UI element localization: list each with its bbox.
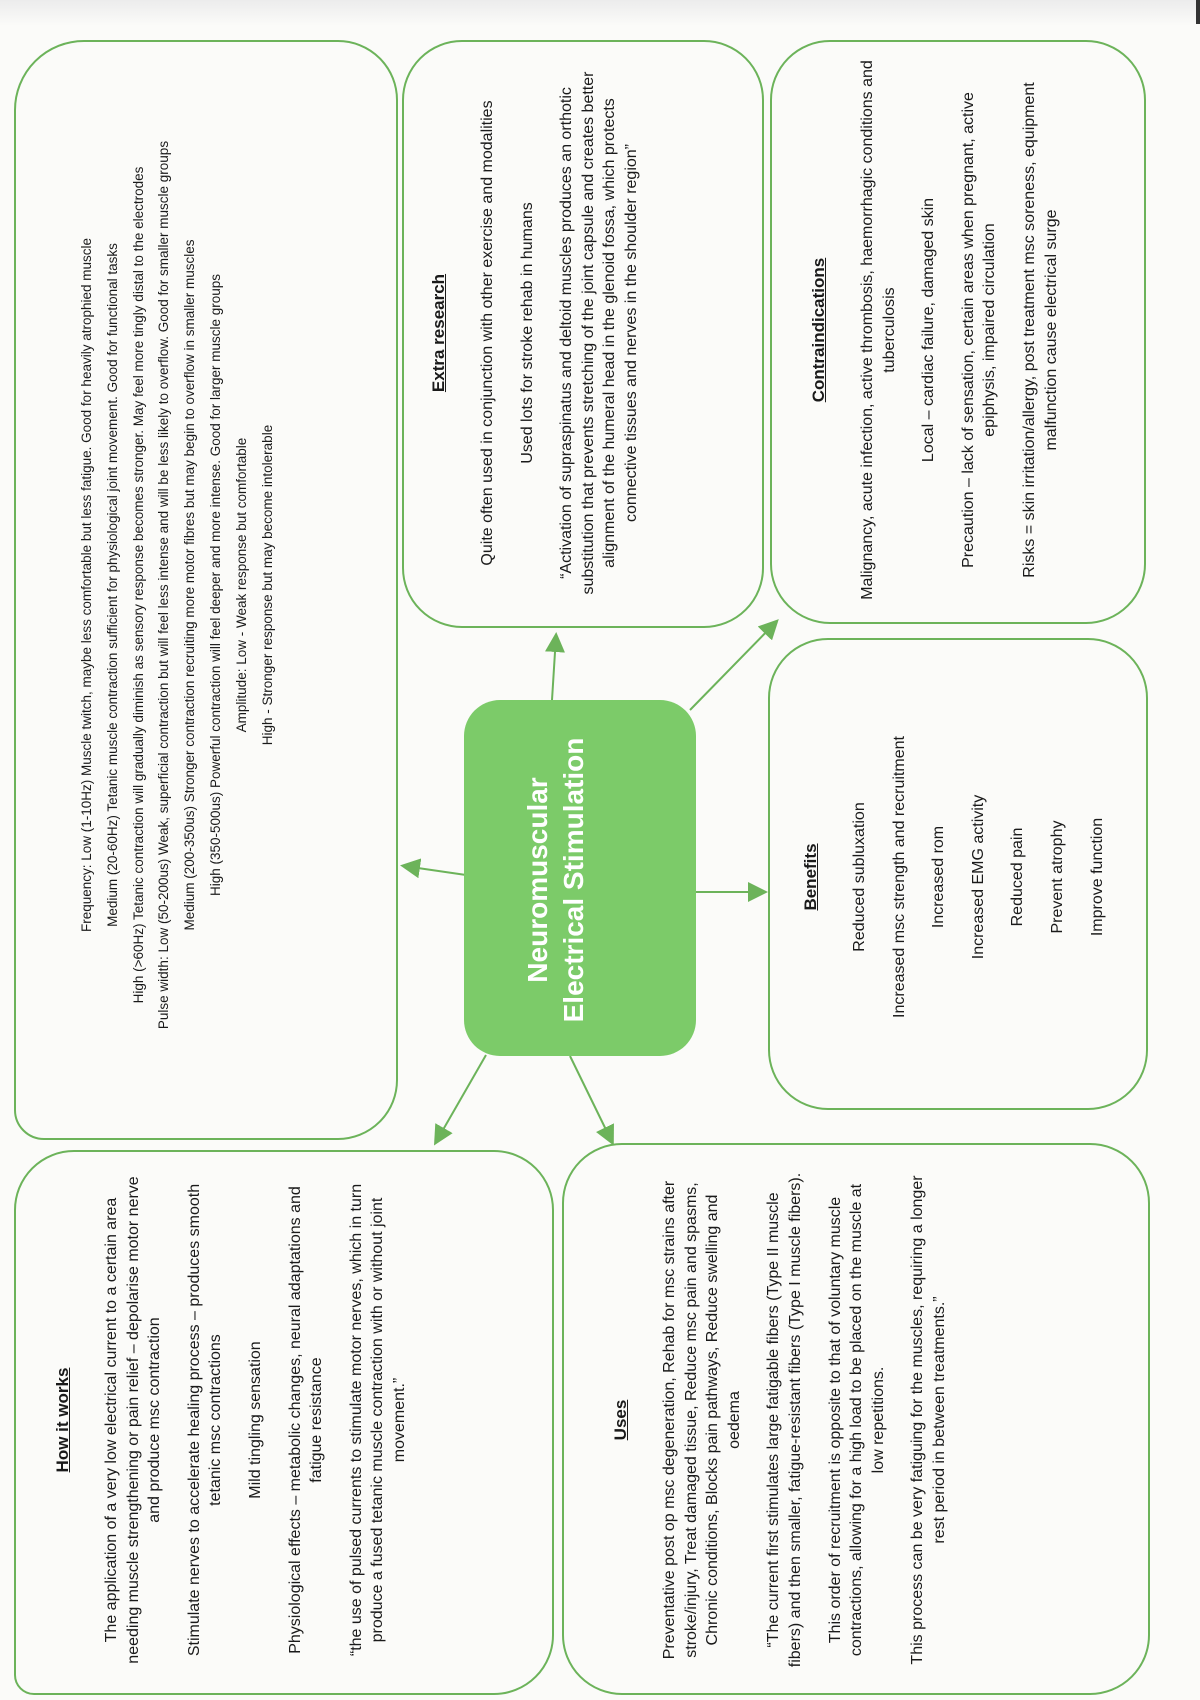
benefit-item: Increased EMG activity bbox=[969, 794, 987, 960]
how-it-works-point-2: Stimulate nerves to accelerate healing process – produces smooth tetanic msc contractions bbox=[185, 1183, 225, 1657]
amplitude-low: Amplitude: Low - Weak response but comfortable bbox=[233, 437, 249, 733]
pulse-width-high: High (350-500us) Powerful contraction will feel deeper and more intense. Good for larger muscle groups bbox=[208, 273, 224, 897]
benefit-item: Reduced subluxation bbox=[850, 802, 868, 952]
extra-research-quote: “Activation of supraspinatus and deltoid muscles produces an orthotic substitution that prevents stretching of the joint capsule and creates better alignment of the humeral head in the glenoid fossa, which protects connective tissues and nerves in the shoulder region” bbox=[558, 71, 640, 595]
central-topic-line2: Electrical Stimulation bbox=[558, 737, 590, 1023]
pulse-width-low: Pulse width: Low (50-200us) Weak, superficial contraction but will feel less intense and will be less likely to overflow. Good for smaller muscle groups bbox=[156, 140, 172, 1030]
contraindication-1: Malignancy, acute infection, active thrombosis, haemorrhagic conditions and tuberculosis bbox=[858, 60, 898, 600]
central-topic-title bbox=[520, 720, 593, 1040]
extra-research-point-2: Used lots for stroke rehab in humans bbox=[518, 202, 536, 464]
extra-research-text bbox=[428, 58, 748, 608]
parameters-text bbox=[78, 60, 378, 1110]
benefit-item: Increased rom bbox=[930, 825, 948, 929]
uses-point-1: Preventative post op msc degeneration, Rehab for msc strains after stroke/injury, Treat damaged tissue, Reduce msc pain and spasms, Chronic conditions, Blocks pain pathways, Reduce swelling and oedema bbox=[660, 1180, 743, 1660]
how-it-works-point-3: Mild tingling sensation bbox=[246, 1341, 264, 1499]
uses-point-2: “The current first stimulates large fatigable fibers (Type II muscle fibers) and then smaller, fatigue-resistant fibers (Type I muscle fibers). bbox=[765, 1172, 804, 1668]
benefits-text bbox=[800, 672, 1120, 1082]
benefit-item: Improve function bbox=[1088, 817, 1106, 937]
uses-heading: Uses bbox=[611, 1399, 630, 1441]
contraindications-heading: Contraindications bbox=[809, 257, 828, 403]
frequency-low: Frequency: Low (1-10Hz) Muscle twitch, maybe less comfortable but less fatigue. Good for heavily atrophied muscle bbox=[79, 237, 94, 933]
uses-text bbox=[610, 1170, 1090, 1670]
how-it-works-point-1: The application of a very low electrical current to a certain area needing muscle strengthening or pain relief – depolarise motor nerve and produce msc contraction bbox=[102, 1176, 164, 1664]
contraindications-text bbox=[808, 60, 1128, 600]
pulse-width-medium: Medium (200-350us) Stronger contraction recruiting more motor fibres but may begin to overflow in smaller muscles bbox=[182, 239, 198, 931]
central-topic-line1: Neuromuscular bbox=[522, 777, 553, 983]
amplitude-high: High - Stronger response but may become intolerable bbox=[259, 424, 275, 746]
how-it-works-heading: How it works bbox=[53, 1367, 72, 1473]
arrow-to-parameters bbox=[404, 866, 466, 875]
frequency-medium: Medium (20-60Hz) Tetanic muscle contraction sufficient for physiological joint movement. Good for functional tasks bbox=[104, 243, 120, 927]
benefits-heading: Benefits bbox=[801, 843, 820, 911]
arrow-to-extra-research bbox=[552, 636, 556, 700]
contraindication-4: Risks = skin irritation/allergy, post treatment msc soreness, equipment malfunction cause electrical surge bbox=[1020, 82, 1060, 578]
frequency-high: High (>60Hz) Tetanic contraction will gradually diminish as sensory response becomes stronger. May feel more tingly distal to the electrodes bbox=[130, 166, 146, 1004]
how-it-works-text bbox=[52, 1170, 472, 1670]
benefit-item: Increased msc strength and recruitment bbox=[890, 736, 908, 1018]
arrow-to-contraindications bbox=[690, 622, 776, 710]
contraindication-3: Precaution – lack of sensation, certain areas when pregnant, active epiphysis, impaired circulation bbox=[959, 92, 999, 568]
benefit-item: Prevent atrophy bbox=[1048, 820, 1066, 934]
benefit-item: Reduced pain bbox=[1009, 827, 1027, 927]
uses-point-4: This process can be very fatiguing for the muscles, requiring a longer rest period in between treatments.” bbox=[909, 1175, 948, 1665]
contraindication-2: Local – cardiac failure, damaged skin bbox=[920, 197, 938, 463]
arrow-to-uses bbox=[570, 1056, 612, 1142]
extra-research-heading: Extra research bbox=[429, 273, 448, 393]
arrow-to-how-it-works bbox=[436, 1055, 486, 1142]
uses-point-3: This order of recruitment is opposite to that of voluntary muscle contractions, allowing for a high load to be placed on the muscle at low repetitions. bbox=[826, 1183, 887, 1657]
how-it-works-point-4: Physiological effects – metabolic changes, neural adaptations and fatigue resistance bbox=[286, 1186, 326, 1654]
how-it-works-quote: “the use of pulsed currents to stimulate motor nerves, which in turn produce a fused tetanic muscle contraction with or without joint movement.” bbox=[347, 1183, 408, 1657]
extra-research-point-1: Quite often used in conjunction with other exercise and modalities bbox=[478, 100, 496, 566]
